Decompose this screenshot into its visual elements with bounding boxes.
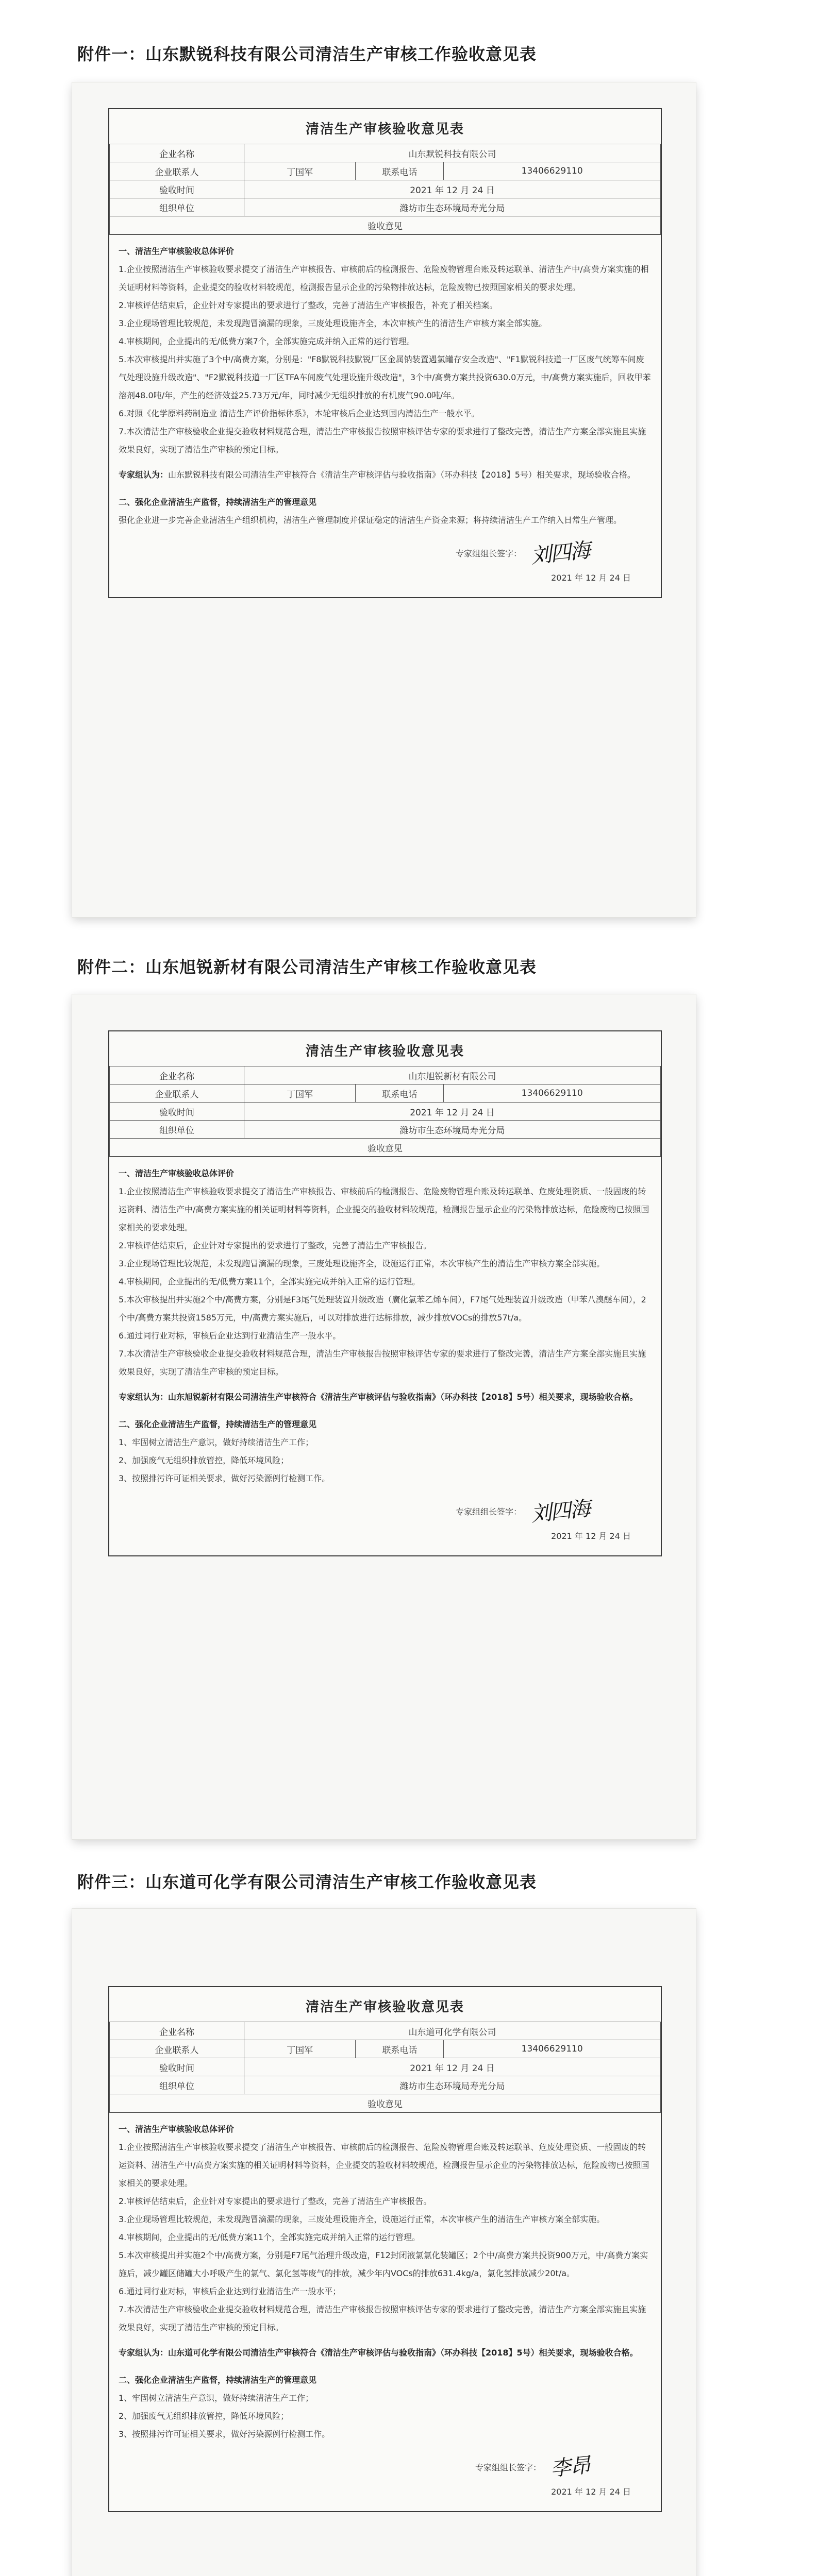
section-heading: 一、清洁生产审核验收总体评价 <box>119 246 235 256</box>
contact-value: 丁国军 <box>244 2040 356 2058</box>
conclusion-prefix: 专家组认为： <box>119 1392 169 1402</box>
conclusion-prefix: 专家组认为： <box>119 470 169 480</box>
opinion-header: 验收意见 <box>110 1139 661 1157</box>
org-label: 组织单位 <box>110 2076 244 2094</box>
company-value: 山东道可化学有限公司 <box>244 2022 661 2040</box>
phone-value: 13406629110 <box>444 162 661 180</box>
conclusion-text: 山东道可化学有限公司清洁生产审核符合《清洁生产审核评估与验收指南》（环办科技【2018】5号）相关要求，现场验收合格。 <box>168 2348 638 2358</box>
opinion-item: 4.审核期间，企业提出的无/低费方案11个，全部实施完成并纳入正常的运行管理。 <box>119 1277 421 1286</box>
signature-row <box>119 2453 652 2481</box>
opinion-item: 7.本次清洁生产审核验收企业提交验收材料规范合理，清洁生产审核报告按照审核评估专家的要求进行了整改完善，清洁生产方案全部实施且实施效果良好，实现了清洁生产审核的预定目标。 <box>119 1349 646 1377</box>
opinion-item: 2.审核评估结束后，企业针对专家提出的要求进行了整改，完善了清洁生产审核报告。 <box>119 1241 432 1250</box>
attachment-heading-1: 附件一：山东默锐科技有限公司清洁生产审核工作验收意见表 <box>77 44 537 64</box>
handwritten-signature: 刘四海 <box>529 538 591 568</box>
phone-label: 联系电话 <box>356 1084 444 1103</box>
opinion-item: 3.企业现场管理比较规范，未发现跑冒滴漏的现象，三废处理设施齐全，本次审核产生的清洁生产审核方案全部实施。 <box>119 318 547 328</box>
expert-conclusion <box>119 466 652 484</box>
conclusion-prefix: 专家组认为： <box>119 2348 169 2358</box>
info-table <box>109 2022 661 2112</box>
management-item: 强化企业进一步完善企业清洁生产组织机构，清洁生产管理制度并保证稳定的清洁生产资金来源；将持续清洁生产工作纳入日常生产管理。 <box>119 515 622 525</box>
org-value: 潍坊市生态环境局寿光分局 <box>244 1121 661 1139</box>
signature-row <box>119 1497 652 1527</box>
time-value: 2021 年 12 月 24 日 <box>244 1103 661 1121</box>
signature-label: 专家组组长签字： <box>455 1507 522 1517</box>
expert-conclusion <box>119 1388 652 1406</box>
org-value: 潍坊市生态环境局寿光分局 <box>244 2076 661 2094</box>
opinion-item: 4.审核期间，企业提出的无/低费方案7个，全部实施完成并纳入正常的运行管理。 <box>119 336 415 346</box>
time-value: 2021 年 12 月 24 日 <box>244 2058 661 2076</box>
org-value: 潍坊市生态环境局寿光分局 <box>244 198 661 216</box>
sign-date: 2021 年 12 月 24 日 <box>551 573 631 583</box>
acceptance-form-1 <box>108 108 662 598</box>
scanned-document-3 <box>72 1909 696 2576</box>
company-label: 企业名称 <box>110 144 244 162</box>
opinion-item: 7.本次清洁生产审核验收企业提交验收材料规范合理，清洁生产审核报告按照审核评估专家的要求进行了整改完善，清洁生产方案全部实施且实施效果良好，实现了清洁生产审核的预定目标。 <box>119 2304 646 2332</box>
opinion-item: 5.本次审核提出并实施2个中/高费方案，分别是F7尾气治理升级改造，F12封闭液氯氯化装罐区；2个中/高费方案共投资900万元，中/高费方案实施后，减少罐区储罐大小呼吸产生的氯气、氯化氢等废气的排放，减少年内VOCs的排放631.4kg/a，氯化氢排放减少20t/a。 <box>119 2250 648 2278</box>
company-label: 企业名称 <box>110 2022 244 2040</box>
form-title: 清洁生产审核验收意见表 <box>305 122 464 137</box>
section-heading: 二、强化企业清洁生产监督，持续清洁生产的管理意见 <box>119 497 317 507</box>
opinion-item: 6.对照《化学原料药制造业 清洁生产评价指标体系》，本轮审核后企业达到国内清洁生产一般水平。 <box>119 409 480 418</box>
info-table <box>109 1066 661 1157</box>
contact-label: 企业联系人 <box>110 162 244 180</box>
opinion-body <box>109 2112 661 2511</box>
contact-label: 企业联系人 <box>110 2040 244 2058</box>
time-label: 验收时间 <box>110 180 244 198</box>
company-value: 山东旭锐新材有限公司 <box>244 1066 661 1084</box>
conclusion-text: 山东默锐科技有限公司清洁生产审核符合《清洁生产审核评估与验收指南》（环办科技【2018】5号）相关要求，现场验收合格。 <box>168 470 636 480</box>
contact-label: 企业联系人 <box>110 1084 244 1103</box>
opinion-item: 7.本次清洁生产审核验收企业提交验收材料规范合理，清洁生产审核报告按照审核评估专家的要求进行了整改完善，清洁生产方案全部实施且实施效果良好，实现了清洁生产审核的预定目标。 <box>119 427 646 454</box>
opinion-item: 3.企业现场管理比较规范，未发现跑冒滴漏的现象，三废处理设施齐全，设施运行正常，本次审核产生的清洁生产审核方案全部实施。 <box>119 1259 605 1268</box>
acceptance-form-2 <box>108 1030 662 1556</box>
opinion-item: 6.通过同行业对标，审核后企业达到行业清洁生产一般水平。 <box>119 1331 341 1341</box>
signature-row <box>119 538 652 568</box>
management-item: 2、加强废气无组织排放管控，降低环境风险； <box>119 1455 289 1465</box>
expert-conclusion <box>119 2344 652 2362</box>
attachment-heading-2: 附件二：山东旭锐新材有限公司清洁生产审核工作验收意见表 <box>77 957 537 977</box>
opinion-item: 3.企业现场管理比较规范，未发现跑冒滴漏的现象，三废处理设施齐全，设施运行正常，本次审核产生的清洁生产审核方案全部实施。 <box>119 2214 605 2224</box>
contact-value: 丁国军 <box>244 162 356 180</box>
section-heading: 二、强化企业清洁生产监督，持续清洁生产的管理意见 <box>119 1419 317 1429</box>
sign-date: 2021 年 12 月 24 日 <box>551 2487 631 2497</box>
form-title: 清洁生产审核验收意见表 <box>305 1044 464 1059</box>
phone-label: 联系电话 <box>356 2040 444 2058</box>
section-heading: 一、清洁生产审核验收总体评价 <box>119 1168 235 1178</box>
scanned-document-2 <box>72 994 696 1839</box>
time-label: 验收时间 <box>110 1103 244 1121</box>
time-value: 2021 年 12 月 24 日 <box>244 180 661 198</box>
signature-label: 专家组组长签字： <box>475 2463 541 2472</box>
company-value: 山东默锐科技有限公司 <box>244 144 661 162</box>
section-heading: 二、强化企业清洁生产监督，持续清洁生产的管理意见 <box>119 2375 317 2385</box>
scanned-document-1 <box>72 82 696 917</box>
attachment-heading-3: 附件三：山东道可化学有限公司清洁生产审核工作验收意见表 <box>77 1872 537 1892</box>
opinion-item: 1.企业按照清洁生产审核验收要求提交了清洁生产审核报告、审核前后的检测报告、危险废物管理台账及转运联单、危废处理资质、一般固废的转运资料、清洁生产中/高费方案实施的相关证明材料等资料，企业提交的验收材料较规范，检测报告显示企业的污染物排放达标，危险废物已按照国家相关的要求处理。 <box>119 1187 649 1232</box>
opinion-body <box>109 1157 661 1555</box>
opinion-item: 2.审核评估结束后，企业针对专家提出的要求进行了整改，完善了清洁生产审核报告。 <box>119 2196 432 2206</box>
info-table <box>109 144 661 234</box>
management-item: 1、牢固树立清洁生产意识，做好持续清洁生产工作； <box>119 1437 314 1447</box>
opinion-item: 2.审核评估结束后，企业针对专家提出的要求进行了整改，完善了清洁生产审核报告，补充了相关档案。 <box>119 300 498 310</box>
phone-label: 联系电话 <box>356 162 444 180</box>
management-item: 1、牢固树立清洁生产意识，做好持续清洁生产工作； <box>119 2393 314 2403</box>
section-heading: 一、清洁生产审核验收总体评价 <box>119 2124 235 2134</box>
opinion-item: 4.审核期间，企业提出的无/低费方案11个，全部实施完成并纳入正常的运行管理。 <box>119 2232 421 2242</box>
sign-date: 2021 年 12 月 24 日 <box>551 1531 631 1541</box>
form-title: 清洁生产审核验收意见表 <box>305 1999 464 2015</box>
handwritten-signature: 李昂 <box>549 2453 591 2481</box>
handwritten-signature: 刘四海 <box>529 1497 591 1527</box>
conclusion-text: 山东旭锐新材有限公司清洁生产审核符合《清洁生产审核评估与验收指南》（环办科技【2018】5号）相关要求，现场验收合格。 <box>168 1392 638 1402</box>
management-item: 2、加强废气无组织排放管控，降低环境风险； <box>119 2411 289 2421</box>
contact-value: 丁国军 <box>244 1084 356 1103</box>
management-item: 3、按照排污许可证相关要求，做好污染源例行检测工作。 <box>119 2429 330 2439</box>
org-label: 组织单位 <box>110 1121 244 1139</box>
acceptance-form-3 <box>108 1986 662 2512</box>
phone-value: 13406629110 <box>444 1084 661 1103</box>
opinion-header: 验收意见 <box>110 216 661 234</box>
opinion-item: 5.本次审核提出并实施2个中/高费方案，分别是F3尾气处理装置升级改造（廣化氯苯乙烯车间），F7尾气处理装置升级改造（甲苯八溴醚车间），2个中/高费方案共投资1585万元，中/高费方案实施后，可以对排放进行达标排放，减少排放VOCs的排放57t/a。 <box>119 1295 646 1323</box>
company-label: 企业名称 <box>110 1066 244 1084</box>
opinion-item: 1.企业按照清洁生产审核验收要求提交了清洁生产审核报告、审核前后的检测报告、危险废物管理台账及转运联单、清洁生产中/高费方案实施的相关证明材料等资料，企业提交的验收材料较规范，检测报告显示企业的污染物排放达标，危险废物已按照国家相关的要求处理。 <box>119 264 649 292</box>
opinion-item: 6.通过同行业对标，审核后企业达到行业清洁生产一般水平； <box>119 2286 341 2296</box>
time-label: 验收时间 <box>110 2058 244 2076</box>
phone-value: 13406629110 <box>444 2040 661 2058</box>
management-item: 3、按照排污许可证相关要求，做好污染源例行检测工作。 <box>119 1473 330 1483</box>
opinion-item: 5.本次审核提出并实施了3个中/高费方案，分别是："F8默锐科技默锐厂区金属钠装置遇氯罐存安全改造"、"F1默锐科技道一厂区废气统筹车间废气处理设施升级改造"、"F2默锐科技道一厂区TFA车间废气处理设施升级改造"，3个中/高费方案共投资630.0万元，中/高费方案实施后，回收甲苯溶剂48.0吨/年，产生的经济效益25.73万元/年，同时减少无组织排放的有机废气90.0吨/年。 <box>119 354 651 400</box>
opinion-body <box>109 234 661 597</box>
opinion-item: 1.企业按照清洁生产审核验收要求提交了清洁生产审核报告、审核前后的检测报告、危险废物管理台账及转运联单、危废处理资质、一般固废的转运资料、清洁生产中/高费方案实施的相关证明材料等资料，企业提交的验收材料较规范，检测报告显示企业的污染物排放达标，危险废物已按照国家相关的要求处理。 <box>119 2142 649 2188</box>
opinion-header: 验收意见 <box>110 2094 661 2112</box>
org-label: 组织单位 <box>110 198 244 216</box>
signature-label: 专家组组长签字： <box>455 549 522 558</box>
